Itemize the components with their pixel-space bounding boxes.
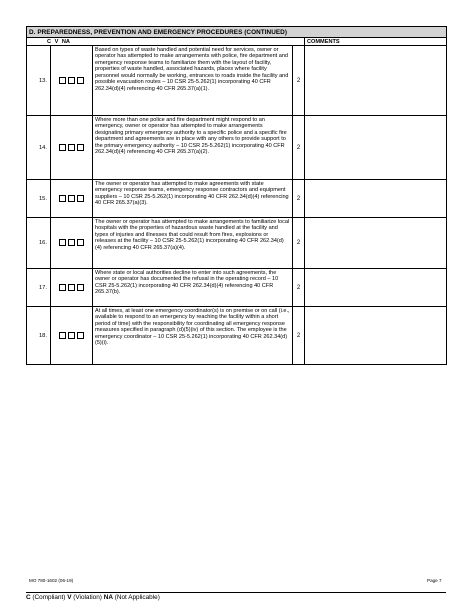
column-header-row [27, 38, 447, 46]
legend-value-violation: (Violation) [73, 594, 102, 601]
violation-checkbox[interactable] [68, 77, 75, 84]
legend-key-not-applicable: NA [103, 594, 113, 601]
compliance-checkboxes [51, 218, 93, 269]
comment-field[interactable] [305, 46, 447, 116]
violation-checkbox[interactable] [68, 144, 75, 151]
item-points: 2 [293, 218, 305, 269]
item-description: Based on types of waste handled and potential need for services, owner or operator has attempted to make arrangements with police, fire department and emergency response teams to familiarize them with the layout of facility, properties of waste handled, associated hazards, places where facility personnel would normally be working, entrances to roads inside the facility and possible evacuation routes – 10 CSR 25-5.262(1) incorporating 40 CFR 262.34(d)(4) referencing 40 CFR 265.37(a)(1). [93, 46, 293, 116]
checklist-row-14 [27, 116, 447, 180]
compliant-checkbox[interactable] [59, 195, 66, 202]
item-number: 15. [27, 180, 51, 218]
checklist-table [26, 26, 447, 365]
legend-key-violation: V [67, 594, 72, 601]
not-applicable-checkbox[interactable] [77, 239, 84, 246]
compliance-checkboxes [51, 46, 93, 116]
item-number: 17. [27, 269, 51, 307]
legend-value-compliant: (Compliant) [32, 594, 66, 601]
violation-checkbox[interactable] [68, 332, 75, 339]
item-points: 2 [293, 307, 305, 365]
comment-field[interactable] [305, 180, 447, 218]
checklist-row-17 [27, 269, 447, 307]
compliant-checkbox[interactable] [59, 239, 66, 246]
checklist-row-13 [27, 46, 447, 116]
item-points: 2 [293, 46, 305, 116]
page-number: Page 7 [427, 578, 442, 583]
checklist-row-16 [27, 218, 447, 269]
legend [26, 592, 446, 601]
not-applicable-checkbox[interactable] [77, 284, 84, 291]
item-description: At all times, at least one emergency coordinator(s) is on premise or on call (i.e., available to respond to an emergency by reaching the facility within a short period of time) with the responsibility for coordinating all emergency response measures specified in paragraph (d)(5)(iv) of this section. The employee is the emergency coordinator – 10 CSR 25-5.262(1) incorporating 40 CFR 262.34(d)(5)(i). [93, 307, 293, 365]
compliant-checkbox[interactable] [59, 332, 66, 339]
checklist-row-18 [27, 307, 447, 365]
legend-value-not-applicable: (Not Applicable) [114, 594, 160, 601]
not-applicable-checkbox[interactable] [77, 332, 84, 339]
item-description: Where state or local authorities decline to enter into such agreements, the owner or operator has documented the refusal in the operating record – 10 CSR 25-5.262(1) incorporating 40 CFR 262.34(d)(4) referencing 40 CFR 265.37(b). [93, 269, 293, 307]
item-description: The owner or operator has attempted to make arrangements to familiarize local hospitals with the properties of hazardous waste handled at the facility and types of injuries and illnesses that could result from fires, explosions or releases at the facility – 10 CSR 25-5.262(1) incorporating 40 CFR 262.34(d)(4) referencing 40 CFR 265.37(a)(4). [93, 218, 293, 269]
compliance-checkboxes [51, 180, 93, 218]
comment-field[interactable] [305, 116, 447, 180]
item-number: 18. [27, 307, 51, 365]
item-number: 13. [27, 46, 51, 116]
compliance-checkboxes [51, 116, 93, 180]
not-applicable-checkbox[interactable] [77, 144, 84, 151]
cvna-header: C V NA [27, 38, 305, 46]
item-number: 16. [27, 218, 51, 269]
item-points: 2 [293, 180, 305, 218]
not-applicable-checkbox[interactable] [77, 195, 84, 202]
compliant-checkbox[interactable] [59, 284, 66, 291]
item-points: 2 [293, 269, 305, 307]
compliant-checkbox[interactable] [59, 144, 66, 151]
item-number: 14. [27, 116, 51, 180]
violation-checkbox[interactable] [68, 284, 75, 291]
violation-checkbox[interactable] [68, 195, 75, 202]
legend-key-compliant: C [26, 594, 31, 601]
comment-field[interactable] [305, 307, 447, 365]
form-number: MO 780-1602 (06-19) [29, 578, 74, 583]
comments-header: COMMENTS [305, 38, 447, 46]
item-points: 2 [293, 116, 305, 180]
comment-field[interactable] [305, 269, 447, 307]
compliant-checkbox[interactable] [59, 77, 66, 84]
item-description: The owner or operator has attempted to make agreements with state emergency response teams, emergency response contractors and equipment suppliers – 10 CSR 25-5.262(1) incorporating 40 CFR 262.34(d)(4) referencing 40 CFR 265.37(a)(3). [93, 180, 293, 218]
section-title: D. PREPAREDNESS, PREVENTION AND EMERGENCY PROCEDURES (CONTINUED) [27, 27, 447, 38]
item-description: Where more than one police and fire department might respond to an emergency, owner or operator has attempted to make arrangements designating primary emergency authority to a specific police and a specific fire department and agreements are in place with any others to provide support to the primary emergency authority – 10 CSR 25-5.262(1) incorporating 40 CFR 262.34(d)(4) referencing 40 CFR 265.37(a)(2). [93, 116, 293, 180]
compliance-checkboxes [51, 307, 93, 365]
compliance-checkboxes [51, 269, 93, 307]
comment-field[interactable] [305, 218, 447, 269]
violation-checkbox[interactable] [68, 239, 75, 246]
section-title-row [27, 27, 447, 38]
checklist-row-15 [27, 180, 447, 218]
not-applicable-checkbox[interactable] [77, 77, 84, 84]
